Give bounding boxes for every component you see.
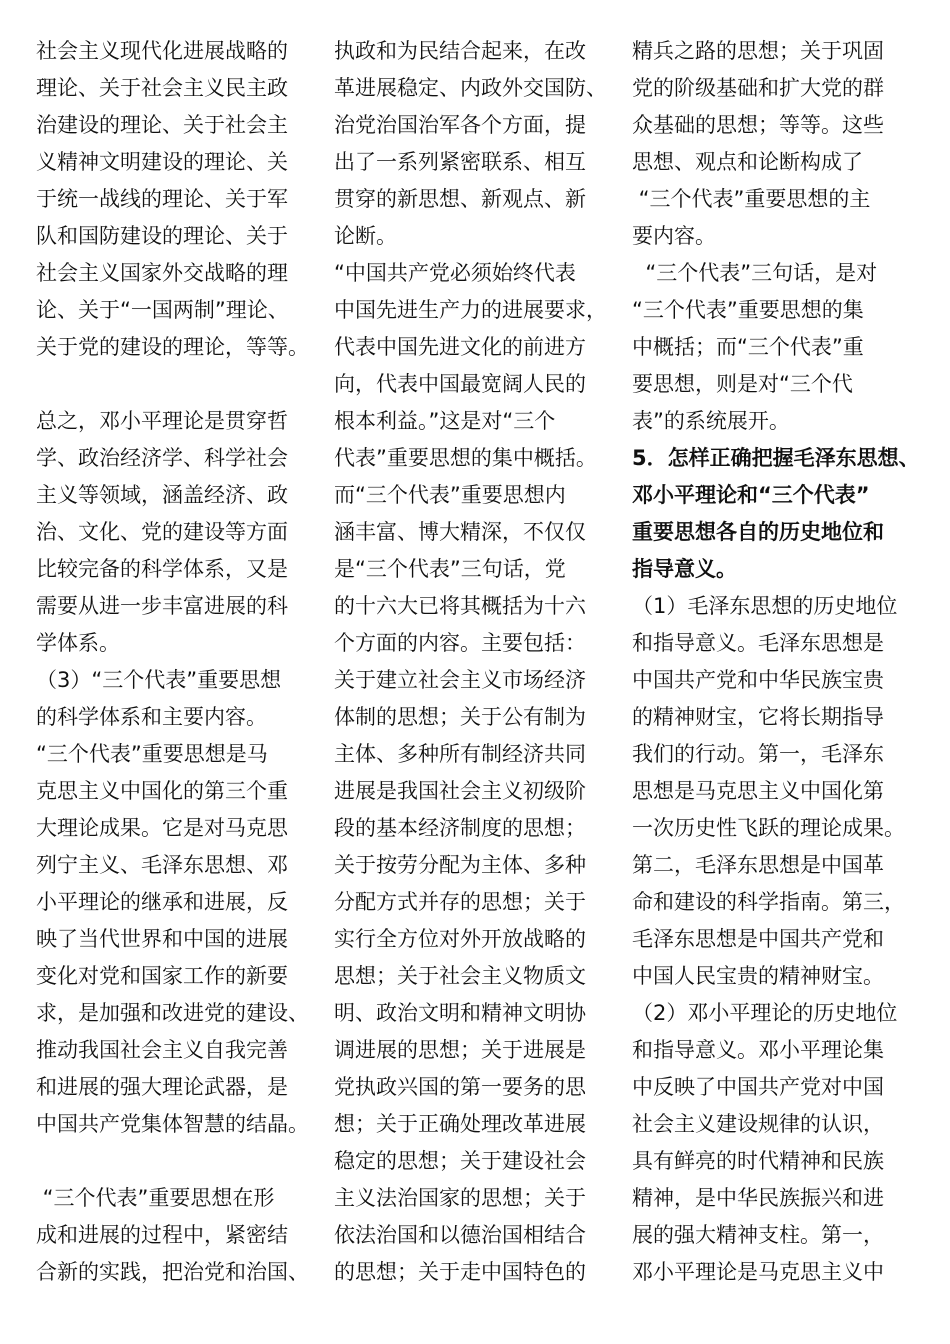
text-line: 精神，是中华民族振兴和进 xyxy=(632,1186,884,1210)
text-column-middle xyxy=(334,33,624,1291)
text-line: 社会主义国家外交战略的理 xyxy=(36,261,288,285)
text-line: 具有鲜亮的时代精神和民族 xyxy=(632,1149,884,1173)
text-line: “三个代表”重要思想的主 xyxy=(632,187,871,211)
text-line: 列宁主义、毛泽东思想、邓 xyxy=(36,853,288,877)
text-line: 贯穿的新思想、新观点、新 xyxy=(334,187,586,211)
text-line: “中国共产党必须始终代表 xyxy=(334,261,576,285)
text-line: 社会主义建设规律的认识， xyxy=(632,1112,884,1136)
text-line: 治建设的理论、关于社会主 xyxy=(36,113,288,137)
text-line xyxy=(36,366,326,403)
section-heading-line: 重要思想各自的历史地位和 xyxy=(632,520,884,544)
text-line: 要内容。 xyxy=(632,224,716,248)
text-line: 出了一系列紧密联系、相互 xyxy=(334,150,586,174)
text-line: （1）毛泽东思想的历史地位 xyxy=(632,594,898,618)
text-line: 体制的思想；关于公有制为 xyxy=(334,705,586,729)
text-line: 党的阶级基础和扩大党的群 xyxy=(632,76,884,100)
text-line: 调进展的思想；关于进展是 xyxy=(334,1038,586,1062)
text-line: 中国共产党和中华民族宝贵 xyxy=(632,668,884,692)
text-line: 社会主义现代化进展战略的 xyxy=(36,39,288,63)
text-line: 克思主义中国化的第三个重 xyxy=(36,779,288,803)
text-line: 要思想，则是对“三个代 xyxy=(632,372,853,396)
text-line: 根本利益。”这是对“三个 xyxy=(334,409,556,433)
text-line: 思想、观点和论断构成了 xyxy=(632,150,863,174)
text-line: “三个代表”重要思想是马 xyxy=(36,742,268,766)
text-line: 依法治国和以德治国相结合 xyxy=(334,1223,586,1247)
text-line: 小平理论的继承和进展，反 xyxy=(36,890,288,914)
text-line: 队和国防建设的理论、关于 xyxy=(36,224,288,248)
text-line: 中国先进生产力的进展要求， xyxy=(334,298,607,322)
text-line: 比较完备的科学体系，又是 xyxy=(36,557,288,581)
text-line: 映了当代世界和中国的进展 xyxy=(36,927,288,951)
text-line: 论、关于“一国两制”理论、 xyxy=(36,298,289,322)
text-line: 众基础的思想；等等。这些 xyxy=(632,113,884,137)
text-line: 进展是我国社会主义初级阶 xyxy=(334,779,586,803)
text-line: “三个代表”三句话，是对 xyxy=(632,261,878,285)
text-line: 表”的系统展开。 xyxy=(632,409,790,433)
text-line: 展的强大精神支柱。第一， xyxy=(632,1223,884,1247)
text-line: 个方面的内容。主要包括： xyxy=(334,631,586,655)
text-line: 分配方式并存的思想；关于 xyxy=(334,890,586,914)
text-line: 关于党的建设的理论，等等。 xyxy=(36,335,309,359)
text-line: 中国人民宝贵的精神财宝。 xyxy=(632,964,884,988)
text-line: 是“三个代表”三句话，党 xyxy=(334,557,566,581)
text-line: 求，是加强和改进党的建设、 xyxy=(36,1001,309,1025)
text-line: 代表中国先进文化的前进方 xyxy=(334,335,586,359)
text-line: 理论、关于社会主义民主政 xyxy=(36,76,288,100)
section-heading-line: 指导意义。 xyxy=(632,557,737,581)
text-line: 关于按劳分配为主体、多种 xyxy=(334,853,586,877)
text-line: 的十六大已将其概括为十六 xyxy=(334,594,586,618)
text-line: 毛泽东思想是中国共产党和 xyxy=(632,927,884,951)
text-line: 和指导意义。邓小平理论集 xyxy=(632,1038,884,1062)
text-line: 治、文化、党的建设等方面 xyxy=(36,520,288,544)
text-line: 和进展的强大理论武器，是 xyxy=(36,1075,288,1099)
text-line: 中国共产党集体智慧的结晶。 xyxy=(36,1112,309,1136)
text-line: 论断。 xyxy=(334,224,397,248)
text-line: 学体系。 xyxy=(36,631,120,655)
text-line: 和指导意义。毛泽东思想是 xyxy=(632,631,884,655)
text-line: 主义等领域，涵盖经济、政 xyxy=(36,483,288,507)
text-line: 中反映了中国共产党对中国 xyxy=(632,1075,884,1099)
text-line: 我们的行动。第一，毛泽东 xyxy=(632,742,884,766)
text-line: 于统一战线的理论、关于军 xyxy=(36,187,288,211)
text-line: 想；关于正确处理改革进展 xyxy=(334,1112,586,1136)
text-line: 的精神财宝，它将长期指导 xyxy=(632,705,884,729)
text-line: 成和进展的过程中，紧密结 xyxy=(36,1223,288,1247)
text-column-left xyxy=(36,33,326,1291)
text-line: 向，代表中国最宽阔人民的 xyxy=(334,372,586,396)
text-line xyxy=(36,1143,326,1180)
text-line: 变化对党和国家工作的新要 xyxy=(36,964,288,988)
text-line: 一次历史性飞跃的理论成果。 xyxy=(632,816,905,840)
text-line: 涵丰富、博大精深，不仅仅 xyxy=(334,520,586,544)
text-line: 大理论成果。它是对马克思 xyxy=(36,816,288,840)
text-line: 主体、多种所有制经济共同 xyxy=(334,742,586,766)
text-line: 的科学体系和主要内容。 xyxy=(36,705,267,729)
text-line: 推动我国社会主义自我完善 xyxy=(36,1038,288,1062)
text-line: 明、政治文明和精神文明协 xyxy=(334,1001,586,1025)
text-line: “三个代表”重要思想的集 xyxy=(632,298,864,322)
text-line: “三个代表”重要思想在形 xyxy=(36,1186,275,1210)
text-line: 总之，邓小平理论是贯穿哲 xyxy=(36,409,288,433)
text-line: 义精神文明建设的理论、关 xyxy=(36,150,288,174)
text-line: 的思想；关于走中国特色的 xyxy=(334,1260,586,1284)
text-line: 革进展稳定、内政外交国防、 xyxy=(334,76,607,100)
text-line: （3）“三个代表”重要思想 xyxy=(36,668,282,692)
text-line: 党执政兴国的第一要务的思 xyxy=(334,1075,586,1099)
text-line: 思想是马克思主义中国化第 xyxy=(632,779,884,803)
text-line: 段的基本经济制度的思想； xyxy=(334,816,586,840)
text-line: 精兵之路的思想；关于巩固 xyxy=(632,39,884,63)
text-column-right xyxy=(632,33,924,1291)
text-line: （2）邓小平理论的历史地位 xyxy=(632,1001,898,1025)
text-line: 命和建设的科学指南。第三， xyxy=(632,890,905,914)
text-line: 稳定的思想；关于建设社会 xyxy=(334,1149,586,1173)
section-heading-line: 5．怎样正确把握毛泽东思想、 xyxy=(632,446,920,470)
text-line: 治党治国治军各个方面，提 xyxy=(334,113,586,137)
text-line: 需要从进一步丰富进展的科 xyxy=(36,594,288,618)
text-line: 实行全方位对外开放战略的 xyxy=(334,927,586,951)
text-line: 执政和为民结合起来，在改 xyxy=(334,39,586,63)
text-line: 思想；关于社会主义物质文 xyxy=(334,964,586,988)
text-line: 学、政治经济学、科学社会 xyxy=(36,446,288,470)
text-line: 第二，毛泽东思想是中国革 xyxy=(632,853,884,877)
text-line: 而“三个代表”重要思想内 xyxy=(334,483,566,507)
text-line: 中概括；而“三个代表”重 xyxy=(632,335,864,359)
text-line: 关于建立社会主义市场经济 xyxy=(334,668,586,692)
text-line: 代表”重要思想的集中概括。 xyxy=(334,446,597,470)
section-heading-line: 邓小平理论和“三个代表” xyxy=(632,483,870,507)
text-line: 主义法治国家的思想；关于 xyxy=(334,1186,586,1210)
text-line: 合新的实践，把治党和治国、 xyxy=(36,1260,309,1284)
text-line: 邓小平理论是马克思主义中 xyxy=(632,1260,884,1284)
